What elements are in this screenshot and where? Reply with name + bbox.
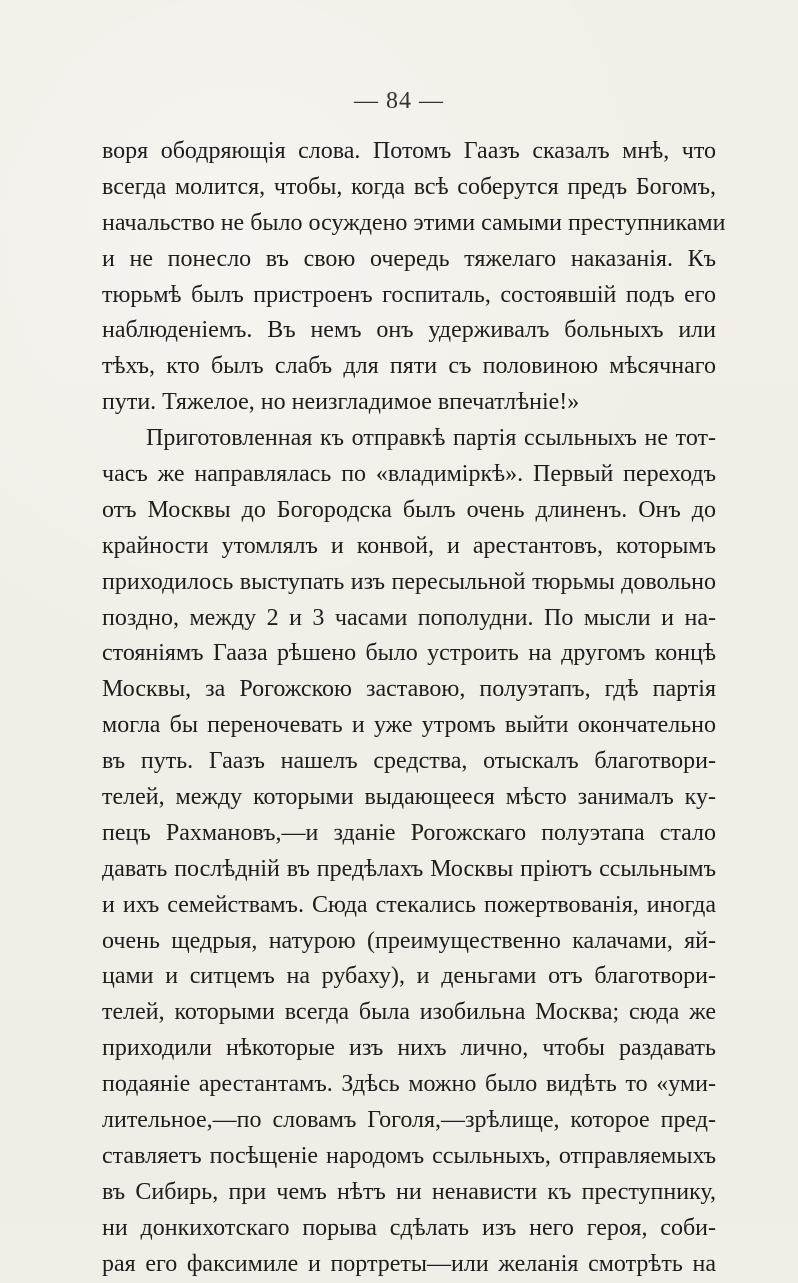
- text-line: лительное,—по словамъ Гоголя,—зрѣлище, которое пред-: [102, 1107, 716, 1134]
- text-line: пути. Тяжелое, но неизгладимое впечатлѣніе!»: [102, 389, 580, 416]
- paragraph-first-line: Приготовленная къ отправкѣ партія ссыльныхъ не тот-: [146, 425, 716, 452]
- text-line: и не понесло въ свою очередь тяжелаго наказанія. Къ: [102, 245, 716, 272]
- text-line: тюрьмѣ былъ пристроенъ госпиталь, состоявшій подъ его: [102, 281, 716, 308]
- text-line: въ путь. Гаазъ нашелъ средства, отыскалъ благотвори-: [102, 748, 716, 775]
- text-line: ни донкихотскаго порыва сдѣлать изъ него героя, соби-: [102, 1214, 716, 1241]
- text-line: очень щедрыя, натурою (преимущественно калачами, яй-: [102, 927, 716, 954]
- text-line: въ Сибирь, при чемъ нѣтъ ни ненависти къ преступнику,: [102, 1178, 716, 1205]
- text-line: крайности утомлялъ и конвой, и арестантовъ, которымъ: [102, 532, 716, 559]
- text-line: стояніямъ Гааза рѣшено было устроить на другомъ концѣ: [102, 640, 716, 667]
- text-line: всегда молится, чтобы, когда всѣ соберутся предъ Богомъ,: [102, 173, 716, 200]
- text-line: цами и ситцемъ на рубаху), и деньгами отъ благотвори-: [102, 963, 716, 990]
- text-line: воря ободряющія слова. Потомъ Гаазъ сказалъ мнѣ, что: [102, 138, 716, 164]
- text-line: поздно, между 2 и 3 часами пополудни. По мысли и на-: [102, 604, 716, 631]
- text-line: подаяніе арестантамъ. Здѣсь можно было видѣть то «уми-: [102, 1071, 716, 1098]
- text-line: начальство не было осуждено этими самыми преступниками: [102, 209, 726, 236]
- text-line: тѣхъ, кто былъ слабъ для пяти съ половиною мѣсячнаго: [102, 353, 716, 380]
- text-line: телей, которыми всегда была изобильна Москва; сюда же: [102, 999, 716, 1026]
- text-line: отъ Москвы до Богородска былъ очень длиненъ. Онъ до: [102, 496, 716, 523]
- text-line: ставляетъ посѣщеніе народомъ ссыльныхъ, отправляемыхъ: [102, 1142, 716, 1169]
- text-line: пецъ Рахмановъ,—и зданіе Рогожскаго полуэтапа стало: [102, 819, 716, 846]
- text-line: и ихъ семействамъ. Сюда стекались пожертвованія, иногда: [102, 891, 716, 918]
- text-line: телей, между которыми выдающееся мѣсто занималъ ку-: [102, 784, 716, 811]
- text-line: Москвы, за Рогожскою заставою, полуэтапъ, гдѣ партія: [102, 676, 716, 703]
- text-line: приходилось выступать изъ пересыльной тюрьмы довольно: [102, 568, 716, 595]
- text-line: приходили нѣкоторые изъ нихъ лично, чтобы раздавать: [102, 1035, 716, 1062]
- body-text: [102, 134, 726, 1283]
- text-line: часъ же направлялась по «владиміркѣ». Первый переходъ: [102, 461, 716, 488]
- text-line: давать послѣдній въ предѣлахъ Москвы пріютъ ссыльнымъ: [102, 855, 716, 882]
- text-line: могла бы переночевать и уже утромъ выйти окончательно: [102, 712, 716, 739]
- text-line: наблюденіемъ. Въ немъ онъ удерживалъ больныхъ или: [102, 317, 716, 344]
- page-number: — 84 —: [354, 88, 444, 114]
- text-line: рая его факсимиле и портреты—или желанія смотрѣть на: [102, 1250, 716, 1277]
